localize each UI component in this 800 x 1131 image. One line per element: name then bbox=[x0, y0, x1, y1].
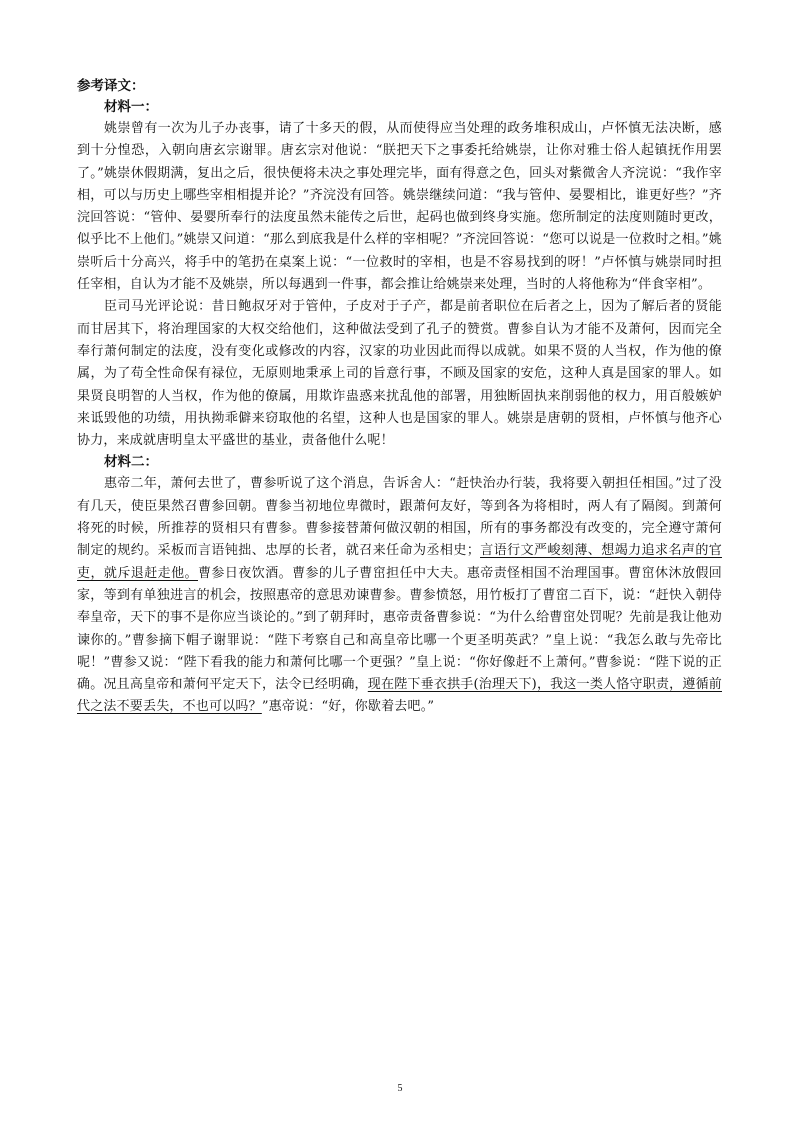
material-1-paragraph-2: 臣司马光评论说：昔日鲍叔牙对于管仲，子皮对于子产，都是前者职位在后者之上，因为了解后者的贤能而甘居其下，将治理国家的大权交给他们，这种做法受到了孔子的赞赏。曹参自认为才能不及萧何，因而完全奉行萧何制定的法度，没有变化或修改的内容，汉家的功业因此而得以成就。如果不贤的人当权，作为他的僚属，为了苟全性命保有禄位，无原则地秉承上司的旨意行事，不顾及国家的安危，这种人真是国家的罪人。如果贤良明智的人当权，作为他的僚属，用欺诈蛊惑来扰乱他的部署，用独断固执来削弱他的权力，用百般嫉妒来诋毁他的功绩，用执拗乖僻来窃取他的名望，这种人也是国家的罪人。姚崇是唐朝的贤相，卢怀慎与他齐心协力，来成就唐明皇太平盛世的基业，责备他什么呢！ bbox=[77, 299, 722, 449]
translation-content bbox=[77, 76, 722, 719]
material-2-text-a: 惠帝二年，萧何去世了，曹参听说了这个消息，告诉舍人：“赶快治办行装，我将要入朝担任相国。”过了没有几天，使臣果然召曹参回朝。曹参当初地位卑微时，跟萧何友好，等到各为将相时，两人有了隔阂。到萧何将死的时候，所推荐的贤相只有曹参。曹参接替萧何做汉朝的相国，所有的事务都没有改变的，完全遵守萧何制定的规约。采板而言语钝拙、忠厚的长者，就召来任命为丞相史； bbox=[77, 476, 722, 559]
page-title: 参考译文： bbox=[77, 78, 145, 94]
underlined-sentence-2: 现在陛下垂衣拱手(治理天下)，我这一类人恪守职责，遵循前代之法不要丢失，不也可以吗？ bbox=[77, 677, 722, 715]
underlined-sentence-1: 言语行文严峻刻薄、想竭力追求名声的官吏，就斥退赶走他。 bbox=[77, 543, 722, 581]
material-2-text-b: 曹参日夜饮酒。曹参的儿子曹窋担任中大夫。惠帝责怪相国不治理国事。曹窋休沐放假回家，等到有单独进言的机会，按照惠帝的意思劝谏曹参。曹参愤怒，用竹板打了曹窋二百下，说：“赶快入朝侍奉皇帝，天下的事不是你应当谈论的。”到了朝拜时，惠帝责备曹参说：“为什么给曹窋处罚呢？先前是我让他劝谏你的。”曹参摘下帽子谢罪说：“陛下考察自己和高皇帝比哪一个更圣明英武？”皇上说：“我怎么敢与先帝比呢！”曹参又说：“陛下看我的能力和萧何比哪一个更强？”皇上说：“你好像赶不上萧何。”曹参说：“陛下说的正确。况且高皇帝和萧何平定天下，法令已经明确， bbox=[77, 565, 722, 693]
material-1-paragraph-1: 姚崇曾有一次为儿子办丧事，请了十多天的假，从而使得应当处理的政务堆积成山，卢怀慎无法决断，感到十分惶恐，入朝向唐玄宗谢罪。唐玄宗对他说：“朕把天下之事委托给姚崇，让你对雅士俗人起镇抚作用罢了。”姚崇休假期满，复出之后，很快便将未决之事处理完毕，面有得意之色，回头对紫微舍人齐浣说：“我作宰相，可以与历史上哪些宰相相提并论？”齐浣没有回答。姚崇继续问道：“我与管仲、晏婴相比，谁更好些？”齐浣回答说：“管仲、晏婴所奉行的法度虽然未能传之后世，起码也做到终身实施。您所制定的法度则随时更改，似乎比不上他们。”姚崇又问道：“那么到底我是什么样的宰相呢？”齐浣回答说：“您可以说是一位救时之相。”姚崇听后十分高兴，将手中的笔扔在桌案上说：“一位救时的宰相，也是不容易找到的呀！”卢怀慎与姚崇同时担任宰相，自认为才能不及姚崇，所以每遇到一件事，都会推让给姚崇来处理，当时的人将他称为“伴食宰相”。 bbox=[77, 121, 722, 293]
material-2-paragraph-1 bbox=[77, 473, 722, 718]
section-label-material-2: 材料二： bbox=[104, 454, 158, 471]
material-2-text-c: ”惠帝说：“好，你歇着去吧。” bbox=[261, 699, 435, 715]
page-number: 5 bbox=[397, 1083, 403, 1094]
section-label-material-1: 材料一： bbox=[104, 99, 158, 115]
